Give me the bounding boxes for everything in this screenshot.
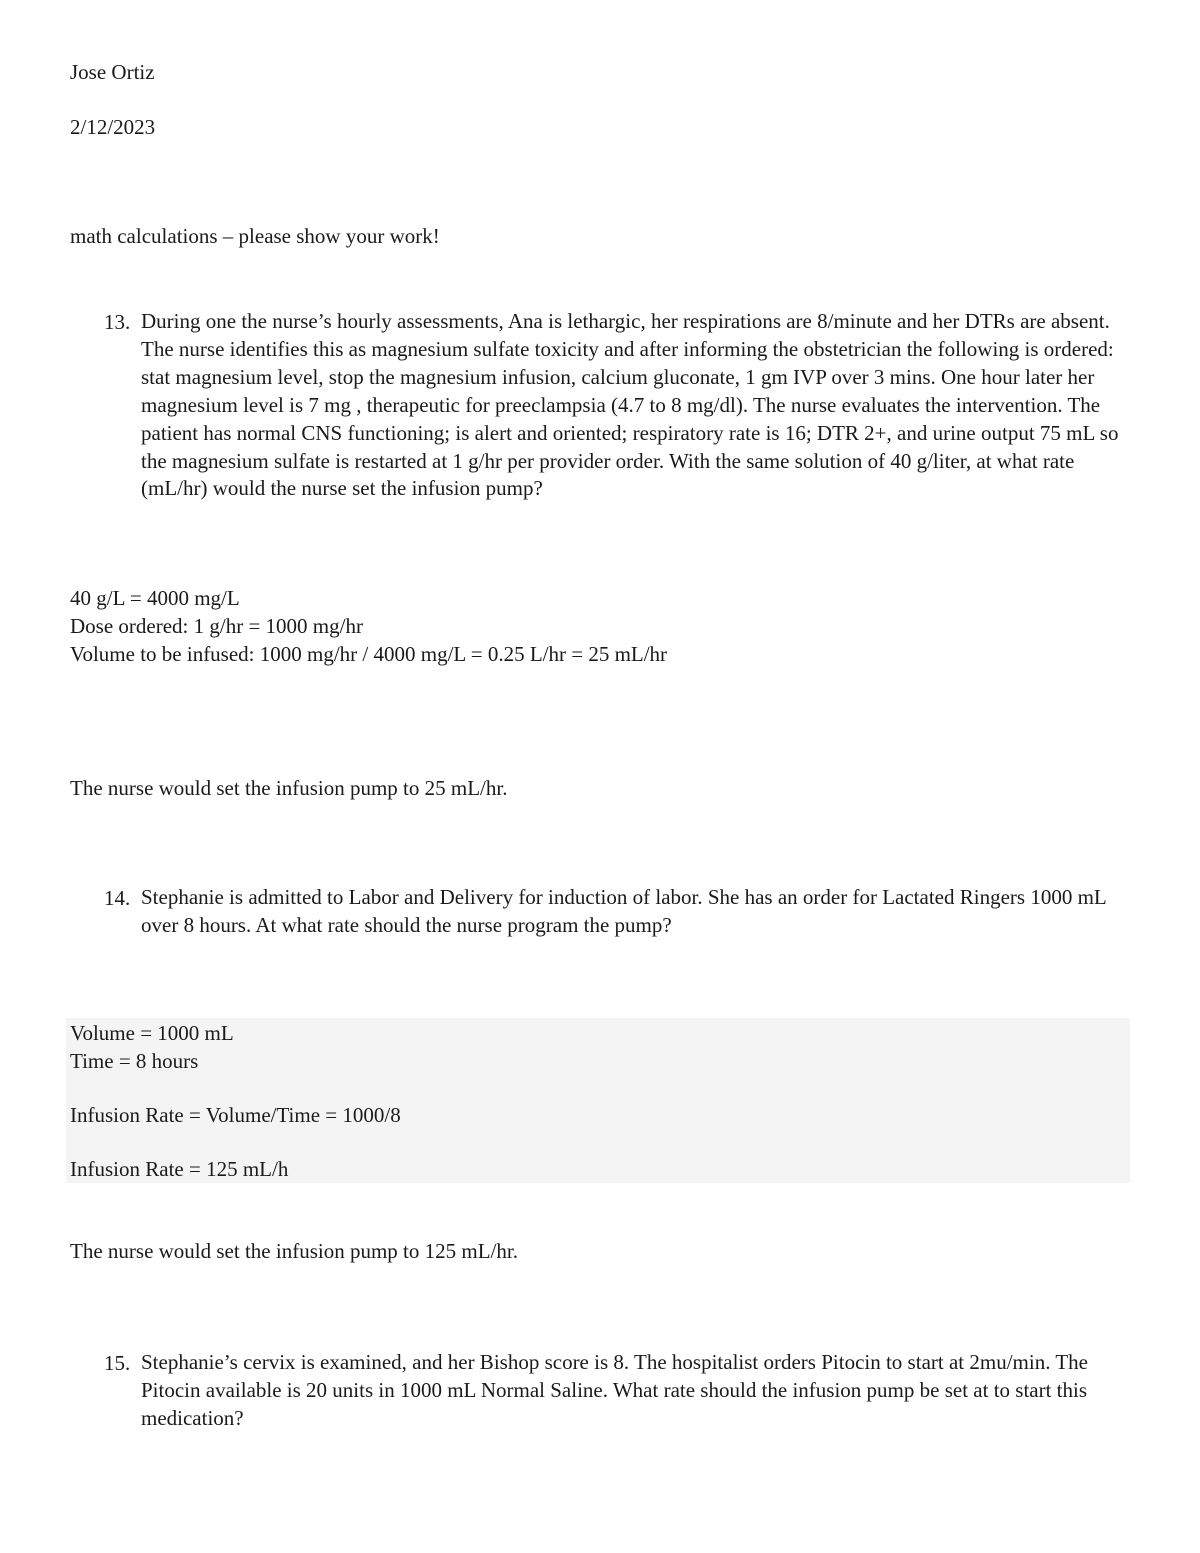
question-15-number: 15. [104,1351,131,1375]
q14-work-line-2: Time = 8 hours [70,1049,199,1073]
q13-work-line-3: Volume to be infused: 1000 mg/hr / 4000 mg/L = 0.25 L/hr = 25 mL/hr [70,642,668,666]
instructions: math calculations – please show your work! [70,224,440,248]
assignment-date: 2/12/2023 [70,115,156,139]
question-13-number: 13. [104,310,131,334]
q14-work-line-4: Infusion Rate = 125 mL/h [70,1157,289,1181]
q13-work-line-2: Dose ordered: 1 g/hr = 1000 mg/hr [70,614,363,638]
question-14-number: 14. [104,886,131,910]
q14-work-line-1: Volume = 1000 mL [70,1021,234,1045]
q14-work-line-3: Infusion Rate = Volume/Time = 1000/8 [70,1103,401,1127]
q13-work-line-1: 40 g/L = 4000 mg/L [70,586,240,610]
q13-answer: The nurse would set the infusion pump to 25 mL/hr. [70,776,508,800]
question-14-text: Stephanie is admitted to Labor and Delivery for induction of labor. She has an order for Lactated Ringers 1000 mL over 8 hours. At what rate should the nurse program the pump? [141,885,1106,937]
student-name: Jose Ortiz [70,60,155,84]
question-13-text: During one the nurse’s hourly assessments, Ana is lethargic, her respirations are 8/minute and her DTRs are absent. The nurse identifies this as magnesium sulfate toxicity and after informing the obstetrician the following is ordered: stat magnesium level, stop the magnesium infusion, calcium gluconate, 1 gm IVP over 3 mins. One hour later her magnesium level is 7 mg , therapeutic for preeclampsia (4.7 to 8 mg/dl). The nurse evaluates the intervention. The patient has normal CNS functioning; is alert and oriented; respiratory rate is 16; DTR 2+, and urine output 75 mL so the magnesium sulfate is restarted at 1 g/hr per provider order. With the same solution of 40 g/liter, at what rate (mL/hr) would the nurse set the infusion pump? [141,309,1119,501]
q14-answer: The nurse would set the infusion pump to 125 mL/hr. [70,1239,518,1263]
question-15-text: Stephanie’s cervix is examined, and her Bishop score is 8. The hospitalist orders Pitocin to start at 2mu/min. The Pitocin available is 20 units in 1000 mL Normal Saline. What rate should the infusion pump be set at to start this medication? [141,1350,1088,1430]
